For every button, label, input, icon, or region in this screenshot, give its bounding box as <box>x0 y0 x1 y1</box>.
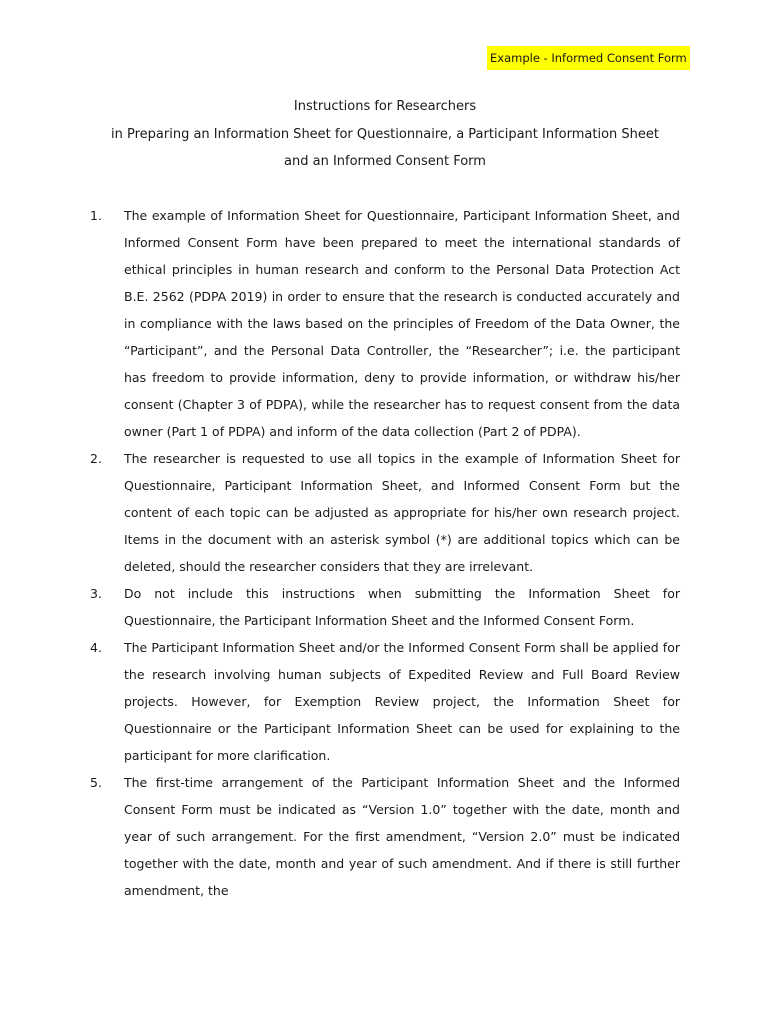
item-text: The example of Information Sheet for Questionnaire, Participant Information Sheet, and Informed Consent Form have been prepared to meet the international standards of ethical principles in human research and conform to the Personal Data Protection Act B.E. 2562 (PDPA 2019) in order to ensure that the research is conducted accurately and in compliance with the laws based on the principles of Freedom of the Data Owner, the “Participant”, and the Personal Data Controller, the “Researcher”; i.e. the participant has freedom to provide information, deny to provide information, or withdraw his/her consent (Chapter 3 of PDPA), while the researcher has to request consent from the data owner (Part 1 of PDPA) and inform of the data collection (Part 2 of PDPA). <box>124 208 680 439</box>
item-number: 1. <box>90 208 102 223</box>
title-line-3: and an Informed Consent Form <box>284 154 486 169</box>
list-item <box>90 769 680 904</box>
item-number: 4. <box>90 640 102 655</box>
list-item <box>90 580 680 634</box>
item-text: The first-time arrangement of the Participant Information Sheet and the Informed Consent Form must be indicated as “Version 1.0” together with the date, month and year of such arrangement. For the first amendment, “Version 2.0” must be indicated together with the date, month and year of such amendment. And if there is still further amendment, the <box>124 775 680 898</box>
form-label-highlight: Example - Informed Consent Form <box>487 46 690 70</box>
list-item <box>90 634 680 769</box>
document-title <box>60 93 710 176</box>
item-number: 2. <box>90 451 102 466</box>
item-text: The researcher is requested to use all topics in the example of Information Sheet for Questionnaire, Participant Information Sheet, and Informed Consent Form but the content of each topic can be adjusted as appropriate for his/her own research project. Items in the document with an asterisk symbol (*) are additional topics which can be deleted, should the researcher considers that they are irrelevant. <box>124 451 680 574</box>
title-line-2: in Preparing an Information Sheet for Questionnaire, a Participant Information Sheet <box>111 126 659 142</box>
list-item <box>90 445 680 580</box>
item-number: 5. <box>90 775 102 790</box>
title-line-1: Instructions for Researchers <box>293 99 477 114</box>
item-text: Do not include this instructions when submitting the Information Sheet for Questionnaire, the Participant Information Sheet and the Informed Consent Form. <box>124 586 680 628</box>
item-text: The Participant Information Sheet and/or the Informed Consent Form shall be applied for the research involving human subjects of Expedited Review and Full Board Review projects. However, for Exemption Review project, the Information Sheet for Questionnaire or the Participant Information Sheet can be used for explaining to the participant for more clarification. <box>124 640 680 763</box>
list-item <box>90 202 680 445</box>
item-number: 3. <box>90 586 102 601</box>
instruction-list <box>90 202 680 904</box>
